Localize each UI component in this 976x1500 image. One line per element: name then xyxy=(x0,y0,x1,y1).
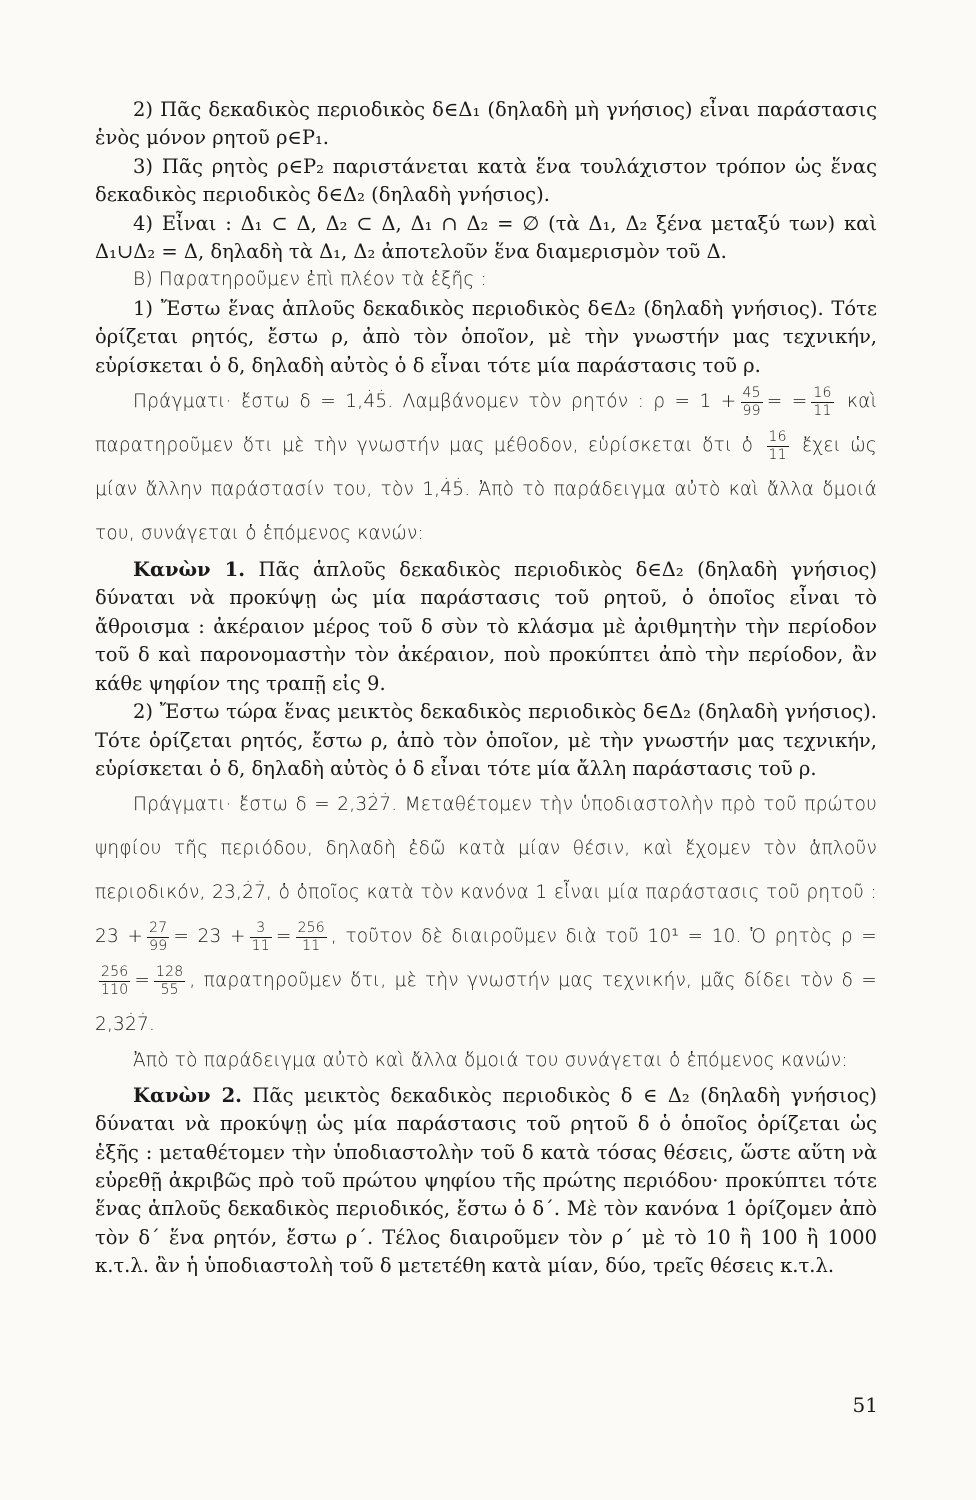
equals-sign: = xyxy=(134,970,151,992)
example-text: ἔχει ὡς μίαν ἄλλην παράστασίν του, τὸν 1,4̇5̇. Ἀπὸ τὸ παράδειγμα αὐτὸ καὶ ἄλλα ὅμοιά του, συνάγεται ὁ ἑπόμενος κανών: xyxy=(95,435,877,545)
fraction-denominator: 55 xyxy=(154,981,185,999)
fraction-denominator: 11 xyxy=(813,402,832,419)
fraction-denominator: 11 xyxy=(251,937,270,954)
fraction-256-11 xyxy=(296,920,327,955)
rule-1-label: Κανὼν 1. xyxy=(133,558,245,582)
fraction-numerator: 256 xyxy=(297,919,325,936)
fraction-numerator: 3 xyxy=(256,919,266,936)
page-number: 51 xyxy=(852,1393,878,1417)
fraction-numerator: 45 xyxy=(742,384,761,401)
rule-2 xyxy=(95,1082,877,1281)
equals-sign: = xyxy=(275,926,292,948)
paragraph-item-3: 3) Πᾶς ρητὸς ρ∈P₂ παριστάνεται κατὰ ἕνα τουλάχιστον τρόπον ὡς ἕνας δεκαδικὸς περιοδικὸς δ∈Δ₂ (δηλαδὴ γνήσιος). xyxy=(95,154,877,207)
paragraph-rule-2-intro: Ἀπὸ τὸ παράδειγμα αὐτὸ καὶ ἄλλα ὅμοιά του συνάγεται ὁ ἑπόμενος κανών: xyxy=(133,1050,848,1072)
fraction-45-99 xyxy=(741,385,763,420)
example-text: = 23 + xyxy=(173,926,246,948)
equals-sign: = xyxy=(766,391,783,413)
fraction-256-110 xyxy=(99,964,130,999)
fraction-numerator: 256 xyxy=(101,963,129,980)
fraction-denominator: 110 xyxy=(101,981,129,998)
example-text: καὶ παρατηροῦμεν ὅτι μὲ τὴν γνωστήν μας μέθοδον, εὑρίσκεται ὅτι ὁ xyxy=(95,391,877,457)
fraction-denominator: 99 xyxy=(742,402,761,419)
example-text: , τοῦτον δὲ διαιροῦμεν διὰ τοῦ 10¹ = 10. Ὁ ρητὸς ρ = xyxy=(330,926,877,948)
section-b-heading: B) Παρατηροῦμεν ἐπὶ πλέον τὰ ἑξῆς : xyxy=(133,269,487,291)
paragraph-mixed-periodic: 2) Ἔστω τώρα ἕνας μεικτὸς δεκαδικὸς περιοδικὸς δ∈Δ₂ (δηλαδὴ γνήσιος). Τότε ὁρίζεται ρητός, ἔστω ρ, ἀπὸ τὸν ὁποῖον, μὲ τὴν γνωστήν μας τεχνικήν, εὑρίσκεται ὁ δ, δηλαδὴ αὐτὸς ὁ δ εἶναι τότε μία ἄλλη παράστασις τοῦ ρ. xyxy=(95,700,877,780)
fraction-numerator: 16 xyxy=(768,428,787,445)
fraction-128-55 xyxy=(154,964,185,999)
example-text: Πράγματι· ἔστω δ = 2,32̇7̇. Μεταθέτομεν τὴν ὑποδιαστολὴν πρὸ τοῦ πρώτου ψηφίου τῆς περιόδου, δηλαδὴ ἐδῶ κατὰ μίαν θέσιν, καὶ ἔχομεν τὸν ἁπλοῦν περιοδικόν, 23,2̇7̇, ὁ ὁποῖος κατὰ τὸν κανόνα 1 εἶναι μία παράστασις τοῦ ρητοῦ : 23 + xyxy=(95,794,877,948)
rule-2-label: Κανὼν 2. xyxy=(133,1083,242,1107)
fraction-27-99 xyxy=(147,920,169,955)
fraction-numerator: 27 xyxy=(149,919,168,936)
fraction-numerator: 16 xyxy=(813,384,832,401)
paragraph-item-4: 4) Εἶναι : Δ₁ ⊂ Δ, Δ₂ ⊂ Δ, Δ₁ ∩ Δ₂ = ∅ (τὰ Δ₁, Δ₂ ξένα μεταξύ των) καὶ Δ₁∪Δ₂ = Δ, δηλαδὴ τὰ Δ₁, Δ₂ ἀποτελοῦν ἕνα διαμερισμὸν τοῦ Δ. xyxy=(95,211,877,264)
paragraph-simple-periodic: 1) Ἔστω ἕνας ἁπλοῦς δεκαδικὸς περιοδικὸς δ∈Δ₂ (δηλαδὴ γνήσιος). Τότε ὁρίζεται ρητός, ἔστω ρ, ἀπὸ τὸν ὁποῖον, μὲ τὴν γνωστήν μας τεχνικήν, εὑρίσκεται ὁ δ, δηλαδὴ αὐτὸς ὁ δ εἶναι τότε μία παράστασις τοῦ ρ. xyxy=(95,296,877,377)
paragraph-item-2: 2) Πᾶς δεκαδικὸς περιοδικὸς δ∈Δ₁ (δηλαδὴ μὴ γνήσιος) εἶναι παράστασις ἑνὸς μόνον ρητοῦ ρ∈P₁. xyxy=(95,98,877,150)
fraction-denominator: 99 xyxy=(149,937,168,954)
example-text: Πράγματι· ἔστω δ = 1,4̇5̇. Λαμβάνομεν τὸν ρητόν : ρ = 1 + xyxy=(133,391,737,413)
fraction-3-11 xyxy=(250,920,272,955)
equals-sign: = xyxy=(791,391,808,413)
example-mixed-periodic xyxy=(95,783,877,1047)
fraction-16-11 xyxy=(767,429,789,464)
fraction-numerator: 128 xyxy=(156,963,184,980)
fraction-denominator: 11 xyxy=(768,446,787,463)
example-text: , παρατηροῦμεν ὅτι, μὲ τὴν γνωστήν μας τεχνικήν, μᾶς δίδει τὸν δ = 2,32̇7̇. xyxy=(95,970,877,1036)
page-body xyxy=(95,96,877,1281)
rule-1 xyxy=(95,556,877,698)
example-simple-periodic xyxy=(95,380,877,556)
fraction-16-11 xyxy=(811,385,833,420)
fraction-denominator: 11 xyxy=(296,937,327,955)
rule-2-text: Πᾶς μεικτὸς δεκαδικὸς περιοδικὸς δ ∈ Δ₂ (δηλαδὴ γνήσιος) δύναται νὰ προκύψῃ ὡς μία παράστασις τοῦ ρητοῦ δ ὁ ὁποῖος ὁρίζεται ὡς ἑξῆς : μεταθέτομεν τὴν ὑποδιαστολὴν τοῦ δ κατὰ τόσας θέσεις, ὥστε αὕτη νὰ εὑρεθῇ ἀκριβῶς πρὸ τοῦ πρώτου ψηφίου τῆς πρώτης περιόδου· προκύπτει τότε ἕνας ἁπλοῦς δεκαδικὸς περιοδικός, ἔστω ὁ δ΄. Μὲ τὸν κανόνα 1 ὁρίζομεν ἀπὸ τὸν δ΄ ἕνα ρητόν, ἔστω ρ΄. Τέλος διαιροῦμεν τὸν ρ΄ μὲ τὸ 10 ἢ 100 ἢ 1000 κ.τ.λ. ἂν ἡ ὑποδιαστολὴ τοῦ δ μετετέθη κατὰ μίαν, δύο, τρεῖς θέσεις κ.τ.λ. xyxy=(95,1083,877,1278)
rule-1-text: Πᾶς ἁπλοῦς δεκαδικὸς περιοδικὸς δ∈Δ₂ (δηλαδὴ γνήσιος) δύναται νὰ προκύψῃ ὡς μία παράστασις τοῦ ρητοῦ, ὁ ὁποῖος εἶναι τὸ ἄθροισμα : ἀκέραιον μέρος τοῦ δ σὺν τὸ κλάσμα μὲ ἀριθμητὴν τὴν περίοδον τοῦ δ καὶ παρονομαστὴν τὸν ἀκέραιον, ποὺ προκύπτει ἀπὸ τὴν περίοδον, ἂν κάθε ψηφίον της τραπῇ εἰς 9. xyxy=(95,558,877,695)
